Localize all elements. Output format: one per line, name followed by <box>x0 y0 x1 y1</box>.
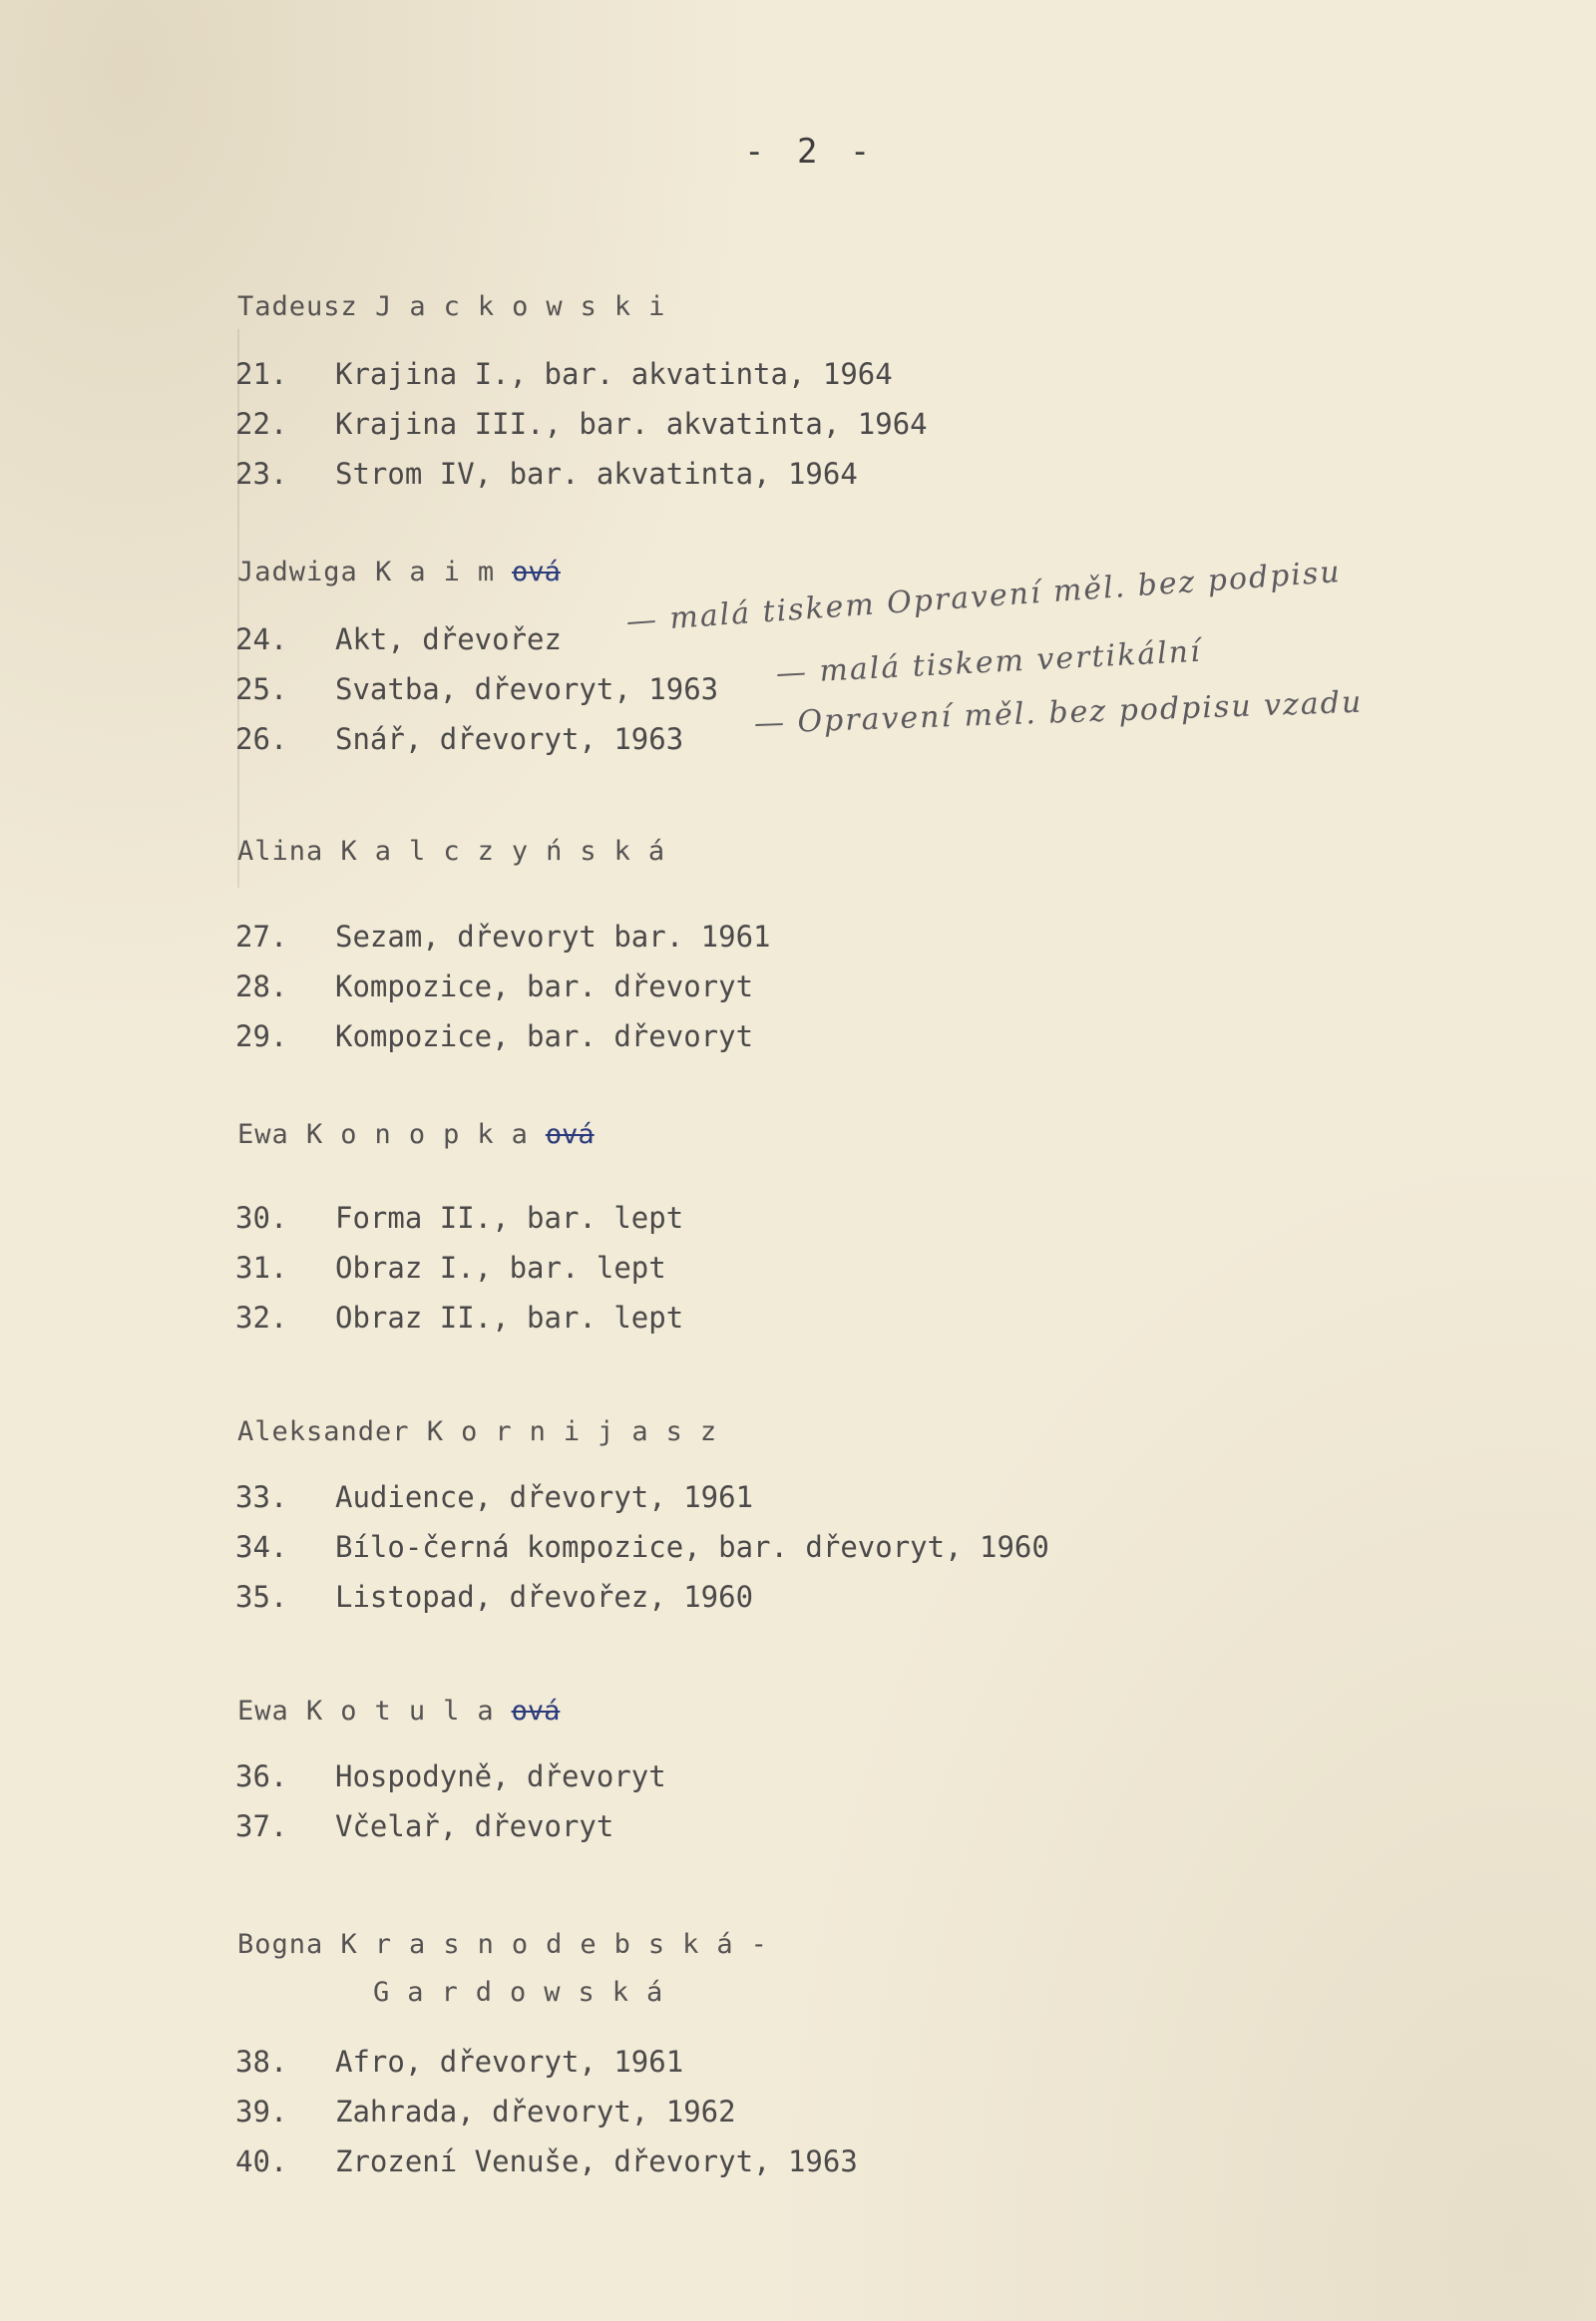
list-item <box>235 1201 683 1235</box>
item-number: 24. <box>235 622 288 656</box>
list-item <box>235 407 928 441</box>
artist-first-name: Aleksander <box>237 1416 410 1447</box>
list-item <box>235 1480 753 1514</box>
artist-first-name: Ewa <box>237 1696 289 1727</box>
item-number: 30. <box>235 1201 288 1235</box>
item-number: 28. <box>235 969 288 1003</box>
item-text: Krajina III., bar. akvatinta, 1964 <box>335 407 928 441</box>
item-text: Sezam, dřevoryt bar. 1961 <box>335 920 771 954</box>
artist-heading <box>237 1696 560 1727</box>
item-text: Hospodyně, dřevoryt <box>335 1759 666 1793</box>
item-number: 27. <box>235 920 288 954</box>
artist-surname: Krasnodebská- <box>340 1929 785 1960</box>
list-item <box>235 2144 858 2178</box>
item-text: Snář, dřevoryt, 1963 <box>335 722 684 756</box>
item-number: 22. <box>235 407 288 441</box>
item-number: 26. <box>235 722 288 756</box>
item-number: 39. <box>235 2095 288 2128</box>
item-text: Kompozice, bar. dřevoryt <box>335 969 754 1003</box>
item-text: Obraz II., bar. lept <box>335 1301 684 1335</box>
item-text: Audience, dřevoryt, 1961 <box>335 1480 754 1514</box>
item-text: Včelař, dřevoryt <box>335 1809 614 1843</box>
item-number: 40. <box>235 2144 288 2178</box>
item-number: 31. <box>235 1251 288 1285</box>
item-number: 33. <box>235 1480 288 1514</box>
artist-surname: Kornijasz <box>426 1416 735 1447</box>
item-text: Forma II., bar. lept <box>335 1201 684 1235</box>
artist-first-name: Jadwiga <box>237 557 358 587</box>
handwritten-note: — malá tiskem vertikální <box>775 633 1203 691</box>
artist-heading <box>237 1119 595 1150</box>
list-item <box>235 1301 683 1335</box>
list-item <box>235 457 858 491</box>
artist-heading <box>237 1416 734 1447</box>
item-text: Akt, dřevořez <box>335 622 562 656</box>
item-text: Zahrada, dřevoryt, 1962 <box>335 2095 736 2128</box>
list-item <box>235 1759 666 1793</box>
item-number: 29. <box>235 1019 288 1053</box>
artist-surname: Kalczyńská <box>340 836 683 867</box>
artist-surname-continued <box>373 1977 680 2008</box>
struck-suffix: ová <box>512 557 561 587</box>
handwritten-note: — Opravení měl. bez podpisu vzadu <box>753 684 1364 741</box>
list-item <box>235 1580 753 1614</box>
item-text: Kompozice, bar. dřevoryt <box>335 1019 754 1053</box>
item-number: 32. <box>235 1301 288 1335</box>
item-number: 23. <box>235 457 288 491</box>
artist-heading <box>237 836 682 867</box>
item-text: Zrození Venuše, dřevoryt, 1963 <box>335 2144 858 2178</box>
item-number: 36. <box>235 1759 288 1793</box>
list-item <box>235 672 718 706</box>
item-text: Afro, dřevoryt, 1961 <box>335 2045 684 2079</box>
list-item <box>235 969 753 1003</box>
item-text: Krajina I., bar. akvatinta, 1964 <box>335 357 893 391</box>
struck-suffix: ová <box>511 1696 561 1727</box>
item-number: 21. <box>235 357 288 391</box>
artist-first-name: Ewa <box>237 1119 289 1150</box>
item-text: Strom IV, bar. akvatinta, 1964 <box>335 457 858 491</box>
artist-surname: Kotula <box>306 1696 512 1727</box>
item-text: Bílo-černá kompozice, bar. dřevoryt, 1960 <box>335 1530 1049 1564</box>
list-item <box>235 1530 1049 1564</box>
item-text: Listopad, dřevořez, 1960 <box>335 1580 754 1614</box>
artist-heading <box>237 557 561 587</box>
item-number: 37. <box>235 1809 288 1843</box>
artist-surname: Konopka <box>306 1119 546 1150</box>
item-number: 38. <box>235 2045 288 2079</box>
artist-surname: Jackowski <box>375 291 683 322</box>
list-item <box>235 920 771 954</box>
list-item <box>235 1809 613 1843</box>
item-text: Obraz I., bar. lept <box>335 1251 666 1285</box>
artist-heading <box>237 291 682 322</box>
page-number: - 2 - <box>744 132 877 172</box>
item-text: Svatba, dřevoryt, 1963 <box>335 672 719 706</box>
list-item <box>235 1019 753 1053</box>
artist-first-name: Alina <box>237 836 324 867</box>
artist-surname: Kaim <box>375 557 513 587</box>
artist-first-name: Bogna <box>237 1929 324 1960</box>
list-item <box>235 722 683 756</box>
list-item <box>235 622 562 656</box>
artist-heading <box>237 1929 785 1960</box>
list-item <box>235 2045 683 2079</box>
item-number: 25. <box>235 672 288 706</box>
struck-suffix: ová <box>545 1119 595 1150</box>
list-item <box>235 357 893 391</box>
item-number: 34. <box>235 1530 288 1564</box>
list-item <box>235 2095 736 2128</box>
handwritten-note: — malá tiskem Opravení měl. bez podpisu <box>624 554 1343 639</box>
artist-first-name: Tadeusz <box>237 291 358 322</box>
list-item <box>235 1251 666 1285</box>
item-number: 35. <box>235 1580 288 1614</box>
artist-surname-line2: Gardowská <box>373 1977 681 2008</box>
